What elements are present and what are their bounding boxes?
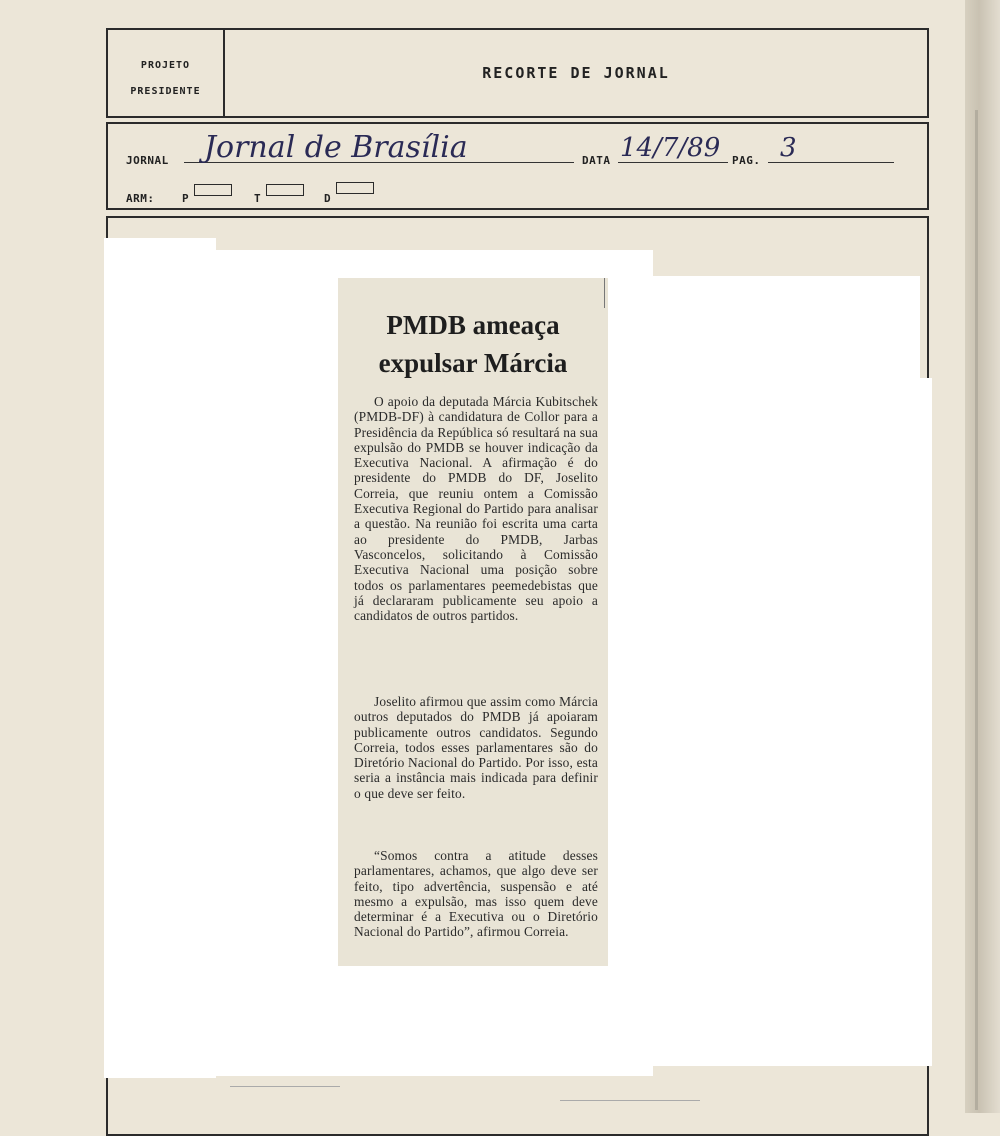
- journal-handwritten-value: Jornal de Brasília: [204, 130, 468, 165]
- arm-p-box: [194, 184, 232, 196]
- white-patch-right: [660, 378, 932, 1066]
- newspaper-clipping: [338, 278, 608, 966]
- project-label-line1: PROJETO: [140, 60, 191, 71]
- page-label: PAG.: [732, 154, 761, 167]
- header-box: [106, 28, 929, 118]
- article-paragraph-1: O apoio da deputada Márcia Kubitschek (PMDB-DF) à candidatura de Collor para a Presidência da República só resultará na sua expulsão do PMDB se houver indicação da Executiva Nacional. A afirmação é do presidente do PMDB do DF, Joselito Correia, que reuniu ontem a Comissão Executiva Regional do Partido para analisar a questão. Na reunião foi escrita uma carta ao presidente do PMDB, Jarbas Vasconcelos, solicitando à Comissão Executiva Nacional uma posição sobre todos os parlamentares peemedebistas que já declararam publicamente seu apoio a candidatos de outros partidos.: [354, 394, 598, 624]
- date-handwritten-value: 14/7/89: [620, 133, 721, 163]
- arm-d-label: D: [324, 192, 332, 205]
- page-handwritten-value: 3: [780, 133, 797, 163]
- arm-t-box: [266, 184, 304, 196]
- bottom-faint-line-left: [230, 1086, 340, 1087]
- journal-label: JORNAL: [126, 154, 169, 167]
- info-box: [106, 122, 929, 210]
- arm-d-box: [336, 182, 374, 194]
- bottom-faint-line-right: [560, 1100, 700, 1101]
- arm-label: ARM:: [126, 192, 155, 205]
- article-headline: [338, 306, 608, 382]
- clipping-column-rule: [604, 278, 605, 308]
- page-edge: [965, 0, 1000, 1113]
- headline-line1: PMDB ameaça: [386, 310, 560, 340]
- arm-p-label: P: [182, 192, 190, 205]
- page-edge-shadow: [975, 110, 978, 1110]
- arm-t-label: T: [254, 192, 262, 205]
- article-paragraph-3: “Somos contra a atitude desses parlamentares, achamos, que algo deve ser feito, tipo advertência, suspensão e até mesmo a expulsão, mas isso quem deve determinar é a Executiva ou o Diretório Nacional do Partido”, afirmou Correia.: [354, 848, 598, 940]
- headline-line2: expulsar Márcia: [378, 348, 568, 378]
- project-label-line2: PRESIDENTE: [130, 86, 201, 97]
- article-paragraph-2: Joselito afirmou que assim como Márcia outros deputados do PMDB já apoiaram publicamente outros candidatos. Segundo Correia, todos esses parlamentares são do Diretório Nacional do Partido. Por isso, esta seria a instância mais indicada para definir o que deve ser feito.: [354, 694, 598, 801]
- date-label: DATA: [582, 154, 611, 167]
- form-title: RECORTE DE JORNAL: [482, 64, 670, 82]
